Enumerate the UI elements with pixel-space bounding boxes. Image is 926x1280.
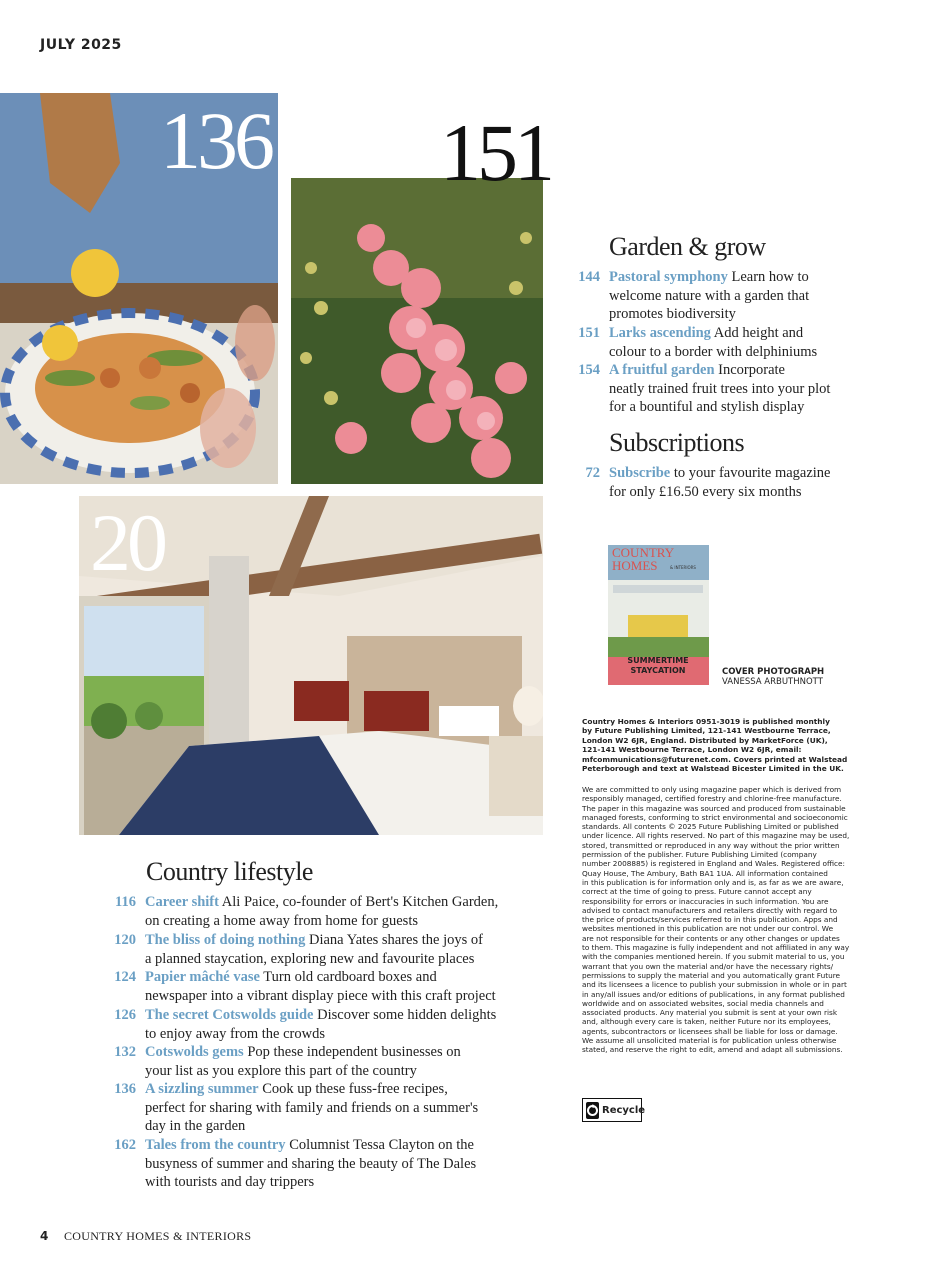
legal-line: stored, transmitted or reproduced in any way without the prior written bbox=[582, 840, 840, 850]
legal-line: permission of the publisher. Future Publishing Limited (company bbox=[582, 850, 817, 860]
legal-line: associated products. Any material you submit is sent at your own risk bbox=[582, 1008, 838, 1018]
entry-text: your list as you explore this part of the country bbox=[145, 1062, 417, 1079]
legal-line: agents, subcontractors or licensees shall be liable for loss or damage. bbox=[582, 1026, 838, 1036]
legal-line: websites mentioned in this publication are not under our control. We bbox=[582, 924, 834, 934]
entry-text: Columnist Tessa Clayton on the bbox=[289, 1137, 474, 1153]
entry-text: Turn old cardboard boxes and bbox=[263, 969, 437, 985]
entry-text: Pop these independent businesses on bbox=[247, 1044, 461, 1060]
toc-entry[interactable] bbox=[106, 931, 526, 969]
entry-title: The secret Cotswolds guide bbox=[145, 1007, 314, 1023]
legal-line: stated, and reserve the right to edit, amend and adapt all submissions. bbox=[582, 1045, 843, 1055]
entry-page: 126 bbox=[114, 1007, 136, 1023]
legal-line: and, although every care is taken, neither Future nor its employees, bbox=[582, 1017, 831, 1027]
entry-title: Pastoral symphony bbox=[609, 269, 728, 285]
legal-line: advised to contact manufacturers and retailers directly with regard to bbox=[582, 905, 838, 915]
publisher-line: Peterborough and text at Walstead Bicester Limited in the UK. bbox=[582, 764, 844, 774]
legal-line: permissions to supply the material and you automatically grant Future bbox=[582, 970, 841, 980]
legal-line: number 2008885) is registered in England and Wales. Registered office: bbox=[582, 859, 845, 869]
entry-text: to enjoy away from the crowds bbox=[145, 1025, 325, 1042]
recycle-label: Recycle bbox=[602, 1104, 646, 1116]
entry-title: A sizzling summer bbox=[145, 1081, 259, 1097]
entry-text: for only £16.50 every six months bbox=[609, 483, 802, 500]
cover-masthead-2: HOMES bbox=[612, 558, 658, 573]
entry-text: perfect for sharing with family and friends on a summer's bbox=[145, 1099, 479, 1116]
entry-title: The bliss of doing nothing bbox=[145, 932, 306, 948]
magazine-cover-thumbnail[interactable] bbox=[608, 545, 709, 685]
entry-text: a planned staycation, exploring new and favourite places bbox=[145, 950, 475, 967]
toc-entry[interactable] bbox=[106, 893, 526, 931]
entry-title: Papier mâché vase bbox=[145, 969, 260, 985]
toc-entry[interactable] bbox=[570, 324, 870, 364]
legal-disclaimer bbox=[582, 785, 852, 1055]
entry-page: 120 bbox=[114, 932, 136, 948]
legal-line: responsibly managed, certified forestry and chlorine-free manufacture. bbox=[582, 794, 842, 804]
legal-line: managed forests, conforming to strict environmental and socioeconomic bbox=[582, 812, 848, 822]
entry-text: Diana Yates shares the joys of bbox=[309, 932, 483, 948]
legal-line: under licence. All rights reserved. No part of this magazine may be used, bbox=[582, 831, 850, 841]
legal-line: to them. This magazine is fully independent and not affiliated in any way bbox=[582, 943, 850, 953]
entry-text: to your favourite magazine bbox=[673, 465, 831, 481]
legal-line: with the companies mentioned herein. If you submit material to us, you bbox=[582, 952, 845, 962]
legal-line: warrant that you own the material and/or have the necessary rights/ bbox=[582, 961, 834, 971]
country-lifestyle-heading: Country lifestyle bbox=[146, 857, 313, 886]
publisher-info bbox=[582, 717, 852, 773]
entry-page: 162 bbox=[114, 1137, 136, 1153]
legal-line: Quay House, The Ambury, Bath BA1 1UA. All information contained bbox=[582, 868, 828, 878]
entry-text: promotes biodiversity bbox=[609, 306, 736, 323]
cover-line-1: SUMMERTIME bbox=[627, 656, 689, 665]
legal-line: in this publication is for information only and is, as far as we are aware, bbox=[582, 877, 844, 887]
cover-credit-label: COVER PHOTOGRAPH bbox=[722, 667, 825, 677]
recycle-icon bbox=[586, 1102, 599, 1119]
legal-line: and its licensees a licence to publish your submission in whole or in part bbox=[582, 980, 847, 990]
legal-line: responsibility for errors or inaccuracies in such information. You are bbox=[582, 896, 829, 906]
entry-text: Incorporate bbox=[718, 362, 785, 378]
page-footer bbox=[40, 1229, 251, 1244]
delphinium-photo bbox=[291, 178, 543, 484]
entry-text: Learn how to bbox=[731, 269, 809, 285]
footer-magazine-name: COUNTRY HOMES & INTERIORS bbox=[63, 1229, 252, 1243]
entry-text: day in the garden bbox=[145, 1118, 246, 1135]
entry-text: welcome nature with a garden that bbox=[609, 287, 810, 304]
legal-line: We are committed to only using magazine paper which is derived from bbox=[582, 785, 842, 794]
entry-title: Career shift bbox=[145, 894, 219, 910]
legal-line: We assume all unsolicited material is for publication unless otherwise bbox=[582, 1036, 837, 1046]
entry-title: Tales from the country bbox=[145, 1137, 286, 1153]
entry-text: neatly trained fruit trees into your plot bbox=[609, 380, 831, 397]
entry-text: newspaper into a vibrant display piece with this craft project bbox=[145, 987, 496, 1004]
toc-entry[interactable] bbox=[570, 268, 870, 328]
entry-page: 154 bbox=[578, 362, 600, 378]
entry-page: 124 bbox=[114, 969, 136, 985]
entry-text: busyness of summer and sharing the beauty of The Dales bbox=[145, 1155, 477, 1172]
toc-entry[interactable] bbox=[106, 1043, 526, 1081]
entry-page: 151 bbox=[578, 325, 600, 341]
bedroom-page-number: 20 bbox=[90, 497, 164, 588]
toc-entry[interactable] bbox=[106, 1006, 526, 1044]
entry-text: Discover some hidden delights bbox=[317, 1007, 497, 1023]
toc-entry[interactable] bbox=[106, 968, 526, 1006]
legal-line: correct at the time of going to press. Future cannot accept any bbox=[582, 887, 812, 897]
cover-masthead-1: COUNTRY bbox=[612, 545, 675, 560]
issue-date: JULY 2025 bbox=[40, 37, 122, 53]
entry-text: Ali Paice, co-founder of Bert's Kitchen Garden, bbox=[221, 894, 499, 910]
toc-entry[interactable] bbox=[106, 1136, 526, 1193]
legal-line: are not responsible for their contents or any other changes or updates bbox=[582, 933, 840, 943]
entry-text: with tourists and day trippers bbox=[145, 1174, 315, 1191]
cover-credit-name: VANESSA ARBUTHNOTT bbox=[722, 677, 823, 687]
garden-grow-heading: Garden & grow bbox=[609, 232, 766, 261]
entry-title: A fruitful garden bbox=[609, 362, 715, 378]
entry-text: for a bountiful and stylish display bbox=[609, 399, 805, 416]
toc-entry[interactable] bbox=[570, 361, 870, 421]
entry-title: Larks ascending bbox=[609, 325, 711, 341]
entry-page: 132 bbox=[114, 1044, 136, 1060]
recycle-logo bbox=[582, 1098, 646, 1122]
legal-line: The paper in this magazine was sourced and produced from sustainable bbox=[582, 803, 846, 813]
publisher-line: 121-141 Westbourne Terrace, London W2 6JR, email: bbox=[582, 745, 802, 755]
toc-entry[interactable] bbox=[106, 1080, 526, 1137]
publisher-line: London W2 6JR, England. Distributed by MarketForce (UK), bbox=[582, 735, 828, 745]
publisher-line: by Future Publishing Limited, 121-141 Westbourne Terrace, bbox=[582, 726, 831, 736]
legal-line: standards. All contents © 2025 Future Publishing Limited or published bbox=[582, 822, 839, 832]
entry-text: colour to a border with delphiniums bbox=[609, 343, 818, 360]
cover-credit bbox=[722, 667, 824, 687]
publisher-line: Country Homes & Interiors 0951-3019 is published monthly bbox=[582, 717, 830, 726]
entry-text: Cook up these fuss-free recipes, bbox=[262, 1081, 448, 1097]
entry-page: 136 bbox=[114, 1081, 136, 1097]
publisher-line: mfcommunications@futurenet.com. Covers printed at Walstead bbox=[582, 754, 848, 764]
legal-line: the price of products/services referred to in this publication. Apps and bbox=[582, 915, 838, 925]
entry-title: Subscribe bbox=[609, 465, 671, 481]
entry-text: on creating a home away from home for guests bbox=[145, 912, 418, 929]
entry-title: Cotswolds gems bbox=[145, 1044, 244, 1060]
legal-line: in any/all issues and/or editions of publications, in any format published bbox=[582, 989, 845, 999]
entry-text: Add height and bbox=[713, 325, 804, 341]
food-page-number: 136 bbox=[160, 95, 271, 186]
subscriptions-heading: Subscriptions bbox=[609, 428, 745, 457]
cover-line-2: STAYCATION bbox=[630, 666, 686, 675]
footer-page-number: 4 bbox=[40, 1229, 49, 1243]
flowers-page-number: 151 bbox=[440, 107, 551, 198]
legal-line: worldwide and on associated websites, social media channels and bbox=[582, 998, 824, 1008]
cover-masthead-small: & INTERIORS bbox=[670, 565, 696, 570]
entry-page: 116 bbox=[115, 894, 136, 910]
entry-page: 72 bbox=[585, 465, 600, 481]
toc-entry[interactable] bbox=[570, 464, 870, 504]
entry-page: 144 bbox=[578, 269, 600, 285]
